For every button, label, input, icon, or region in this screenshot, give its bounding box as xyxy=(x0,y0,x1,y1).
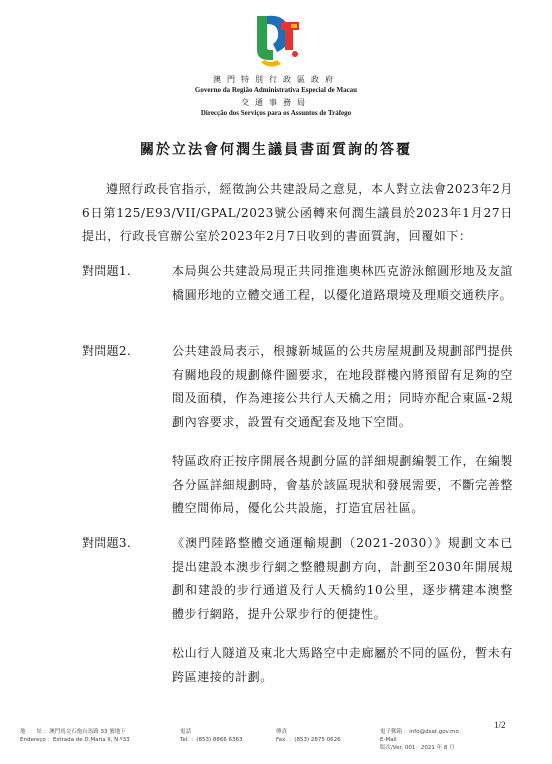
fax-label: 傳真 xyxy=(276,729,288,735)
government-name-pt: Governo da Região Administrativa Especial de Macau xyxy=(194,86,358,94)
answer-paragraph: 特區政府正按序開展各規劃分區的詳細規劃編製工作，在編製各分區詳細規劃時，會基於該區現狀和發展需要，不斷完善整體空間佈局，優化公共設施，打造宜居社區。 xyxy=(172,454,513,515)
address-zh: ：澳門馬交石炮台馬路 33 號地下 xyxy=(43,729,126,735)
intro-text: 遵照行政長官指示，經徵詢公共建設局之意見，本人對立法會2023年2月6日第125/E93/VII/GPAL/2023號公函轉來何潤生議員於2023年1月27日提出，行政長官辦公室於2023年2月7日收到的書面質詢，回覆如下： xyxy=(82,182,513,243)
answer-paragraph: 本局與公共建設局現正共同推進奧林匹克游泳館圓形地及友誼橋圓形地的立體交通工程，以優化道路環境及理順交通秩序。 xyxy=(172,264,513,302)
version-text: 版次/Ver. 001 2021 年 8 月 xyxy=(380,745,455,751)
question-label: 對問題2. xyxy=(82,344,131,358)
phone-label-pt: Tel. xyxy=(180,737,190,743)
dsat-logo-icon xyxy=(247,10,305,72)
email-label-pt: E-Mail xyxy=(380,737,397,743)
phone-label: 電話 xyxy=(180,729,192,735)
department-name-pt: Direcção dos Serviços para os Assuntos de Tráfego xyxy=(200,109,352,117)
document-title: 關於立法會何潤生議員書面質詢的答覆 xyxy=(140,142,412,158)
email-label: 電子郵箱 xyxy=(380,729,403,735)
address-pt: ：Estrada de D.Maria II, N.º33 xyxy=(47,737,130,743)
answer-paragraph: 松山行人隧道及東北大馬路空中走廊屬於不同的區份，暫未有跨區連接的計劃。 xyxy=(172,646,513,684)
fax-label-pt: Fax. xyxy=(276,737,288,743)
department-name-zh: 交通事務局 xyxy=(241,98,311,107)
address-label-pt: Endereço xyxy=(20,737,46,743)
email-address[interactable]: ：info@dsat.gov.mo xyxy=(403,729,459,735)
page-number: 1/2 xyxy=(494,720,506,730)
fax-number: ：(853) 2875 0626 xyxy=(288,737,341,743)
intro-paragraph xyxy=(82,178,513,249)
phone-number: ：(853) 8866 6363 xyxy=(190,737,243,743)
letterhead xyxy=(0,10,552,117)
answer-block-1 xyxy=(82,260,513,323)
answer-paragraph: 公共建設局表示，根據新城區的公共房屋規劃及規劃部門提供有關地段的規劃條件圖要求，在地段群樓內將預留有足夠的空間及面積，作為連接公共行人天橋之用；同時亦配合東區-2規劃內容要求，設置有交通配套及地下空間。 xyxy=(172,344,513,429)
question-label: 對問題1. xyxy=(82,264,131,278)
answer-block-3 xyxy=(82,532,513,705)
question-label: 對問題3. xyxy=(82,536,131,550)
government-name-zh: 澳門特別行政區政府 xyxy=(213,75,339,84)
answer-paragraph: 《澳門陸路整體交通運輸規劃（2021-2030）》規劃文本已提出建設本澳步行網之整體規劃方向，計劃至2030年開展規劃和建設的步行通道及行人天橋約10公里，逐步構建本澳整體步行網路，提升公眾步行的便捷性。 xyxy=(172,536,513,621)
address-label: 地 址 xyxy=(20,729,43,735)
answer-block-2 xyxy=(82,340,513,537)
